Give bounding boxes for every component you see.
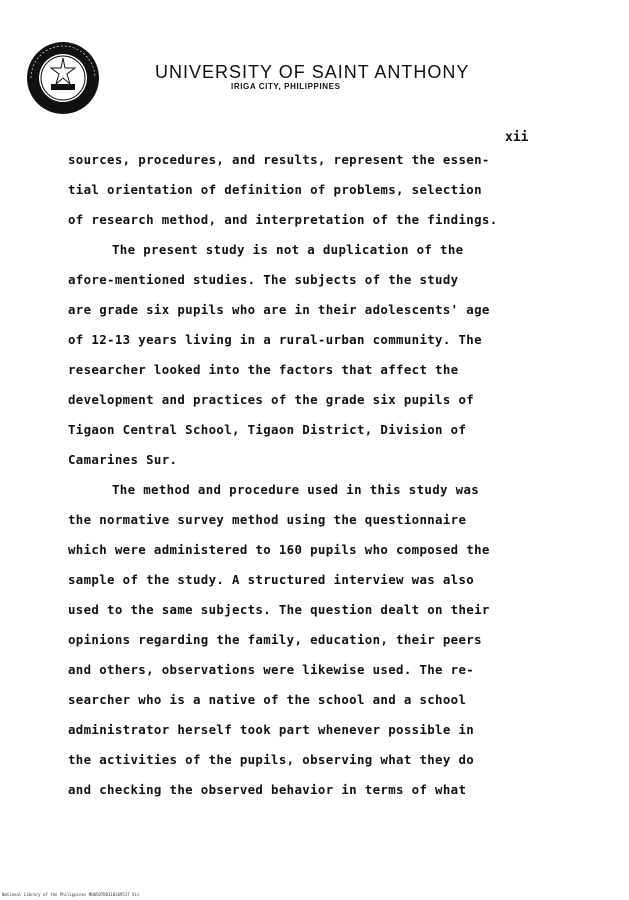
university-city: IRIGA CITY, PHILIPPINES xyxy=(231,82,341,91)
text-line: opinions regarding the family, education, their peers xyxy=(68,632,482,647)
text-line: The method and procedure used in this study was xyxy=(112,482,480,497)
text-line: The present study is not a duplication of the xyxy=(112,242,464,257)
text-line: the activities of the pupils, observing what they do xyxy=(68,752,475,767)
text-line: researcher looked into the factors that affect the xyxy=(68,362,459,377)
text-line: Camarines Sur. xyxy=(68,452,178,467)
text-line: of research method, and interpretation of the findings. xyxy=(68,212,498,227)
text-line: of 12-13 years living in a rural-urban community. The xyxy=(68,332,482,347)
text-line: development and practices of the grade six pupils of xyxy=(68,392,475,407)
text-line: the normative survey method using the questionnaire xyxy=(68,512,467,527)
text-line: administrator herself took part whenever possible in xyxy=(68,722,475,737)
page-number: xii xyxy=(505,130,529,145)
text-line: sources, procedures, and results, represent the essen- xyxy=(68,152,490,167)
text-line: and others, observations were likewise used. The re- xyxy=(68,662,475,677)
text-line: tial orientation of definition of problems, selection xyxy=(68,182,482,197)
university-name: UNIVERSITY OF SAINT ANTHONY xyxy=(155,62,470,82)
text-line: afore-mentioned studies. The subjects of the study xyxy=(68,272,459,287)
text-line: searcher who is a native of the school and a school xyxy=(68,692,467,707)
text-line: are grade six pupils who are in their adolescents' age xyxy=(68,302,490,317)
text-line: used to the same subjects. The question dealt on their xyxy=(68,602,490,617)
text-line: which were administered to 160 pupils who composed the xyxy=(68,542,490,557)
university-seal-icon xyxy=(25,40,101,116)
text-line: sample of the study. A structured interview was also xyxy=(68,572,475,587)
text-line: Tigaon Central School, Tigaon District, Division of xyxy=(68,422,467,437)
text-line: and checking the observed behavior in terms of what xyxy=(68,782,467,797)
footer-archive-stamp: National Library of the Philippines MU050TD0310169517 Vii xyxy=(2,892,140,897)
